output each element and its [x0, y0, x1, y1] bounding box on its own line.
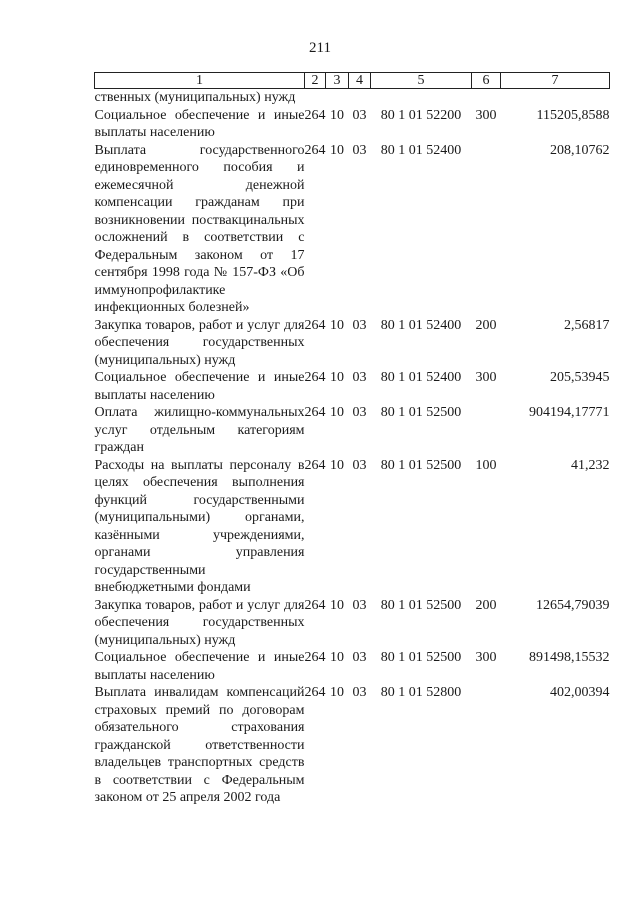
admin-code-cell: 264	[304, 685, 326, 700]
table-row	[95, 317, 610, 370]
subsection-code-cell: 03	[352, 107, 367, 123]
admin-code-cell: 264	[304, 142, 326, 158]
admin-code-cell: 264	[304, 597, 326, 613]
page-number: 211	[309, 40, 331, 56]
section-code-cell	[326, 89, 349, 107]
target-article-cell: 80 1 01 52400	[380, 317, 462, 333]
expense-type-cell: 300	[475, 650, 497, 665]
row-name-cell: Выплата инвалидам компенсаций страховых премий по договорам обязательного страхования гражданской ответственности владельцев транспортных средств в соответствии с Федеральным законом от 25 апреля 2002 года	[94, 685, 305, 805]
admin-code-cell: 264	[304, 650, 326, 665]
subsection-code-cell: 03	[352, 597, 367, 613]
row-name-cell: ственных (муниципальных) нужд	[94, 90, 296, 105]
amount-cell: 208,10762	[550, 142, 610, 158]
subsection-code-cell: 03	[352, 457, 367, 473]
section-code-cell: 10	[330, 405, 344, 420]
row-name-cell: Социальное обеспечение и иные выплаты населению	[94, 650, 305, 683]
table-row	[95, 404, 610, 457]
amount-cell: 41,232	[571, 457, 610, 473]
subsection-code-cell	[349, 89, 371, 107]
target-article-cell	[371, 89, 472, 107]
amount-cell	[501, 89, 610, 107]
table-row	[95, 369, 610, 404]
amount-cell: 12654,79039	[536, 597, 610, 613]
column-header: 3	[326, 73, 349, 89]
target-article-cell: 80 1 01 52500	[380, 597, 462, 613]
amount-cell: 205,53945	[550, 370, 610, 385]
row-name-cell: Оплата жилищно-коммунальных услуг отдельным категориям граждан	[94, 405, 305, 455]
row-name-cell: Расходы на выплаты персоналу в целях обеспечения выполнения функций государственными (муниципальными) органами, казёнными учреждениями, органами управления государственными внебюджетными фондами	[94, 457, 305, 595]
expense-type-cell: 200	[475, 317, 497, 333]
column-header: 7	[501, 73, 610, 89]
expense-type-cell	[472, 684, 501, 807]
amount-cell: 904194,17771	[529, 405, 610, 420]
expense-type-cell: 100	[475, 457, 497, 473]
target-article-cell: 80 1 01 52500	[380, 457, 462, 473]
section-code-cell: 10	[330, 317, 344, 333]
column-header: 6	[472, 73, 501, 89]
target-article-cell: 80 1 01 52500	[380, 650, 462, 665]
admin-code-cell: 264	[304, 405, 326, 420]
section-code-cell: 10	[330, 457, 344, 473]
admin-code-cell: 264	[304, 317, 326, 333]
subsection-code-cell: 03	[352, 370, 367, 385]
row-name-cell: Социальное обеспечение и иные выплаты населению	[94, 370, 305, 403]
section-code-cell: 10	[330, 650, 344, 665]
section-code-cell: 10	[330, 370, 344, 385]
subsection-code-cell: 03	[352, 650, 367, 665]
expense-type-cell	[472, 142, 501, 317]
row-name-cell: Закупка товаров, работ и услуг для обеспечения государственных (муниципальных) нужд	[94, 317, 305, 368]
column-header-row	[95, 73, 610, 89]
table-row	[95, 649, 610, 684]
target-article-cell: 80 1 01 52400	[380, 370, 462, 385]
row-name-cell: Закупка товаров, работ и услуг для обеспечения государственных (муниципальных) нужд	[94, 597, 305, 648]
table-row	[95, 142, 610, 317]
admin-code-cell: 264	[304, 457, 326, 473]
amount-cell: 891498,15532	[529, 650, 610, 665]
section-code-cell: 10	[330, 107, 344, 123]
subsection-code-cell: 03	[352, 405, 367, 420]
table-row	[95, 457, 610, 597]
table-row	[95, 89, 610, 107]
expense-type-cell: 300	[475, 107, 497, 123]
target-article-cell: 80 1 01 52200	[380, 107, 462, 123]
target-article-cell: 80 1 01 52800	[380, 685, 462, 700]
table-row	[95, 107, 610, 142]
amount-cell: 402,00394	[550, 685, 610, 700]
column-header: 2	[305, 73, 326, 89]
subsection-code-cell: 03	[352, 317, 367, 333]
expense-type-cell	[472, 404, 501, 457]
row-name-cell: Выплата государственного единовременного пособия и ежемесячной денежной компенсации гражданам при возникновении поствакцинальных осложнений в соответствии с Федеральным законом от 17 сентября 1998 года № 157-ФЗ «Об иммунопрофилактике инфекционных болезней»	[94, 142, 305, 315]
amount-cell: 115205,8588	[536, 107, 610, 123]
expense-type-cell: 200	[475, 597, 497, 613]
column-header: 1	[95, 73, 305, 89]
column-header: 5	[371, 73, 472, 89]
admin-code-cell: 264	[304, 107, 326, 123]
table-row	[95, 684, 610, 807]
expense-type-cell	[472, 89, 501, 107]
section-code-cell: 10	[330, 597, 344, 613]
subsection-code-cell: 03	[352, 142, 367, 158]
table-row	[95, 597, 610, 650]
column-header: 4	[349, 73, 371, 89]
expense-type-cell: 300	[475, 370, 497, 385]
admin-code-cell: 264	[304, 370, 326, 385]
budget-table	[94, 72, 610, 807]
admin-code-cell	[305, 89, 326, 107]
section-code-cell: 10	[330, 142, 344, 158]
subsection-code-cell: 03	[352, 685, 367, 700]
target-article-cell: 80 1 01 52500	[380, 405, 462, 420]
target-article-cell: 80 1 01 52400	[380, 142, 462, 158]
row-name-cell: Социальное обеспечение и иные выплаты населению	[94, 107, 305, 140]
amount-cell: 2,56817	[564, 317, 610, 333]
section-code-cell: 10	[330, 685, 344, 700]
